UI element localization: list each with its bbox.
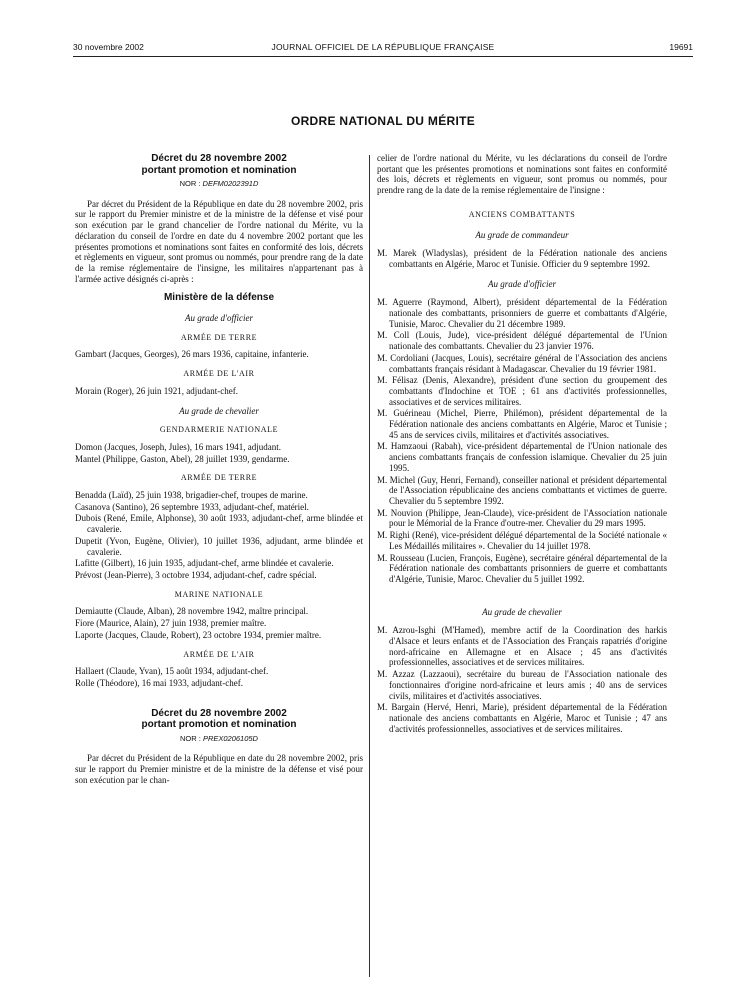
list-item: Prévost (Jean-Pierre), 3 octobre 1934, adjudant-chef, cadre spécial. [75, 569, 317, 580]
list-item: M. Azzaz (Lazzaoui), secrétaire du bureau de l'Association nationale des fonctionnaires d'origine nord-africaine et leurs amis ; 40 ans de services civils, militaires et d'activités associatives. [377, 669, 667, 701]
list-item: M. Nouvion (Philippe, Jean-Claude), vice-président de l'Association nationale pour le Mémorial de la France d'outre-mer. Chevalier du 29 mars 1995. [377, 507, 667, 529]
list-item: Dupetit (Yvon, Eugène, Olivier), 10 juillet 1936, adjudant, arme blindée et cavalerie. [75, 535, 363, 557]
left-column [75, 153, 363, 785]
column-divider [369, 155, 370, 977]
list-item: M. Azrou-Isghi (M'Hamed), membre actif de la Coordination des harkis d'Alsace et leurs enfants et de l'Association des Français rapatriés d'origine nord-africaine en Allemagne et en Alsace ; 45 ans d'activités professionnelles, associatives et de services militaires. [377, 625, 667, 668]
decree-1-title-line-2: portant promotion et nomination [141, 164, 297, 176]
list-item: M. Coll (Louis, Jude), vice-président délégué départemental de l'Union nationale des combattants. Chevalier du 23 janvier 1976. [377, 330, 667, 352]
list-item: M. Rousseau (Lucien, François, Eugène), secrétaire général départemental de la Fédération nationale des combattants prisonniers de guerre et combattants d'Algérie, Tunisie, Maroc. Chevalier du 5 juillet 1992. [377, 552, 667, 584]
section-heading-armee-de-l-air: ARMÉE DE L'AIR [183, 369, 255, 379]
section-heading-marine-nationale: MARINE NATIONALE [174, 589, 264, 599]
list-item: M. Marek (Wladyslas), président de la Fédération nationale des anciens combattants en Algérie, Maroc et Tunisie. Officier du 9 septembre 1992. [377, 248, 667, 269]
right-column [377, 153, 667, 735]
list-item: Morain (Roger), 26 juin 1921, adjudant-chef. [75, 385, 238, 396]
grade-heading-chevalier: Au grade de chevalier [482, 606, 562, 617]
list-item: Laporte (Jacques, Claude, Robert), 23 octobre 1934, premier maître. [75, 629, 322, 640]
list-item: M. Aguerre (Raymond, Albert), président départemental de la Fédération nationale des combattants, prisonniers de guerre et combattants d'Algérie, Tunisie, Maroc. Chevalier du 21 décembre 1989. [377, 297, 667, 329]
decree-1-nor [75, 179, 363, 190]
section-heading-armee-de-terre: ARMÉE DE TERRE [180, 332, 258, 342]
list-item: Mantel (Philippe, Gaston, Abel), 28 juillet 1939, gendarme. [75, 453, 290, 464]
list-item: Dubois (René, Emile, Alphonse), 30 août 1933, adjudant-chef, arme blindée et cavalerie. [75, 513, 363, 535]
decree-2-nor [75, 734, 363, 745]
nor-label: NOR : [179, 179, 201, 188]
grade-heading-chevalier: Au grade de chevalier [179, 405, 259, 416]
list-item: M. Félisaz (Denis, Alexandre), président d'une section du groupement des combattants d'Indochine et TOE ; 61 ans d'activités professionnelles, associatives et de services militaires. [377, 375, 667, 407]
list-item: Rolle (Théodore), 16 mai 1933, adjudant-chef. [75, 677, 243, 688]
grade-heading-officier: Au grade d'officier [185, 313, 253, 324]
decree-1-title-line-1: Décret du 28 novembre 2002 [151, 153, 287, 164]
list-item: Fiore (Maurice, Alain), 27 juin 1938, premier maître. [75, 618, 267, 629]
decree-2-paragraph-start: Par décret du Président de la République en date du 28 novembre 2002, pris sur le rapport du Premier ministre et de la ministre de la défense et visé pour son exécution par le chan- [75, 753, 363, 785]
list-item: Benadda (Laïd), 25 juin 1938, brigadier-chef, troupes de marine. [75, 490, 308, 501]
header-title: JOURNAL OFFICIEL DE LA RÉPUBLIQUE FRANÇAISE [271, 42, 495, 52]
list-item: Casanova (Santino), 26 septembre 1933, adjudant-chef, matériel. [75, 501, 309, 512]
decree-2-title-line-2: portant promotion et nomination [141, 719, 297, 731]
grade-heading-officier: Au grade d'officier [488, 278, 556, 289]
list-item: M. Cordoliani (Jacques, Louis), secrétaire général de l'Association des anciens combattants français résidant à Madagascar. Chevalier du 19 février 1981. [377, 352, 667, 374]
header-page-number: 19691 [669, 42, 693, 52]
list-item: M. Guérineau (Michel, Pierre, Philémon), président départemental de la Fédération nationale des anciens combattants en Algérie, Maroc et Tunisie ; 45 ans de services civils, militaires et d'activités associatives. [377, 408, 667, 440]
list-item: M. Michel (Guy, Henri, Fernand), conseiller national et président départemental de l'Association républicaine des anciens combattants et victimes de guerre. Chevalier du 5 septembre 1992. [377, 474, 667, 506]
nor-label: NOR : [180, 733, 201, 743]
section-heading-armee-de-l-air: ARMÉE DE L'AIR [183, 649, 255, 659]
section-heading-armee-de-terre: ARMÉE DE TERRE [180, 473, 258, 483]
list-item: Gambart (Jacques, Georges), 26 mars 1936, capitaine, infanterie. [75, 349, 309, 360]
decree-1-paragraph: Par décret du Président de la République en date du 28 novembre 2002, pris sur le rapport du Premier ministre et de la ministre de la défense et visé pour son exécution par le grand chancelier de l'ordre national du Mérite, vu la déclaration du conseil de l'ordre en date du 4 novembre 2002 portant que les présentes promotions et nominations sont faites en conformité des lois, décrets et règlements en vigueur, sont promus ou nommés, pour prendre rang de la date de la remise réglementaire de l'insigne, les militaires n'appartenant pas à l'armée active désignés ci-après : [75, 198, 363, 284]
list-item: Lafitte (Gilbert), 16 juin 1935, adjudant-chef, arme blindée et cavalerie. [75, 558, 334, 569]
list-item: Demiautte (Claude, Alban), 28 novembre 1942, maître principal. [75, 606, 309, 617]
list-item: Domon (Jacques, Joseph, Jules), 16 mars 1941, adjudant. [75, 441, 281, 452]
section-heading-anciens-combattants: ANCIENS COMBATTANTS [468, 209, 576, 219]
list-item: M. Bargain (Hervé, Henri, Marie), président départemental de la Fédération nationale des anciens combattants en Algérie, Maroc et Tunisie ; 47 ans d'activités professionnelles, associatives et de services militaires. [377, 702, 667, 734]
nor-reference: DEFM0202391D [202, 179, 259, 188]
section-heading-gendarmerie: GENDARMERIE NATIONALE [159, 425, 279, 435]
nor-reference: PREX0206105D [202, 733, 258, 743]
list-item: M. Righi (René), vice-président délégué départemental de la Société nationale « Les Médaillés militaires ». Chevalier du 14 juillet 1978. [377, 530, 667, 551]
list-item: M. Hamzaoui (Rabah), vice-président départemental de l'Union nationale des anciens combattants français de confession islamique. Chevalier du 25 juin 1995. [377, 441, 667, 473]
list-item: Hallaert (Claude, Yvan), 15 août 1934, adjudant-chef. [75, 666, 269, 677]
page-header [73, 40, 693, 57]
main-title: ORDRE NATIONAL DU MÉRITE [290, 114, 476, 128]
grade-heading-commandeur: Au grade de commandeur [475, 229, 569, 240]
ministry-heading: Ministère de la défense [163, 292, 275, 304]
decree-2-paragraph-continued: celier de l'ordre national du Mérite, vu les déclarations du conseil de l'ordre portant que les présentes promotions et nominations sont faites en conformité des lois, décrets et règlements en vigueur, sont promus ou nommés, pour prendre rang de la date de la remise réglementaire de l'insigne : [377, 153, 667, 196]
header-date: 30 novembre 2002 [73, 42, 144, 52]
decree-2-title-line-1: Décret du 28 novembre 2002 [151, 707, 287, 719]
